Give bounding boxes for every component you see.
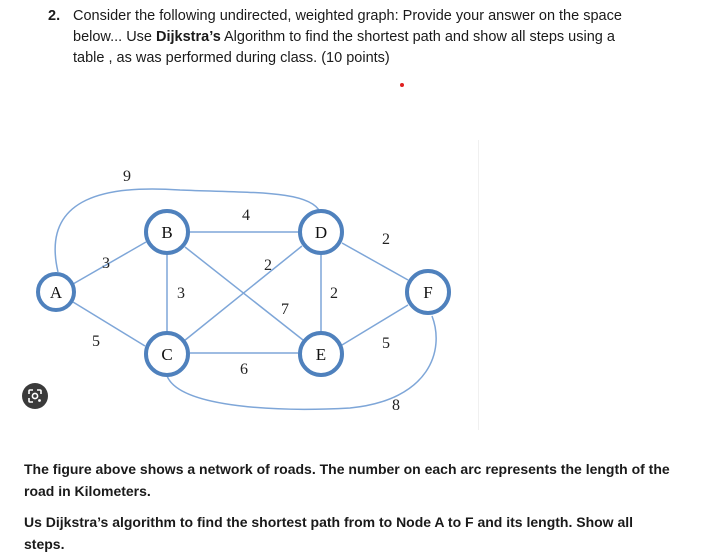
weight-e-f: 5 (382, 335, 390, 352)
weight-b-c: 3 (177, 285, 185, 302)
node-f-label: F (423, 283, 433, 302)
lens-glyph-icon (27, 388, 43, 404)
graph-diagram (0, 150, 480, 430)
node-c-label: C (161, 345, 173, 364)
question-number: 2. (48, 8, 61, 24)
weight-d-f: 2 (382, 231, 390, 248)
edge-e-f (342, 305, 408, 345)
weight-d-e: 2 (330, 285, 338, 302)
weight-a-d: 9 (123, 168, 131, 185)
weight-c-d: 7 (281, 301, 289, 318)
weight-b-e: 2 (264, 257, 272, 274)
question-line-1: Consider the following undirected, weighted graph: Provide your answer on the space (73, 8, 622, 24)
edge-d-f (342, 243, 408, 280)
weight-c-f: 8 (392, 397, 400, 414)
question-line-2-pre: below... Use (73, 29, 157, 45)
google-lens-icon[interactable] (22, 383, 48, 409)
weight-a-c: 5 (92, 333, 100, 350)
question-block (48, 6, 688, 69)
weight-b-d: 4 (242, 207, 250, 224)
question-line-2-bold: Dijkstra’s (156, 29, 221, 45)
instruction-paragraph: Us Dijkstra’s algorithm to find the shortest path from to Node A to F and its length. Show all steps. (24, 514, 634, 552)
question-line-2-post: Algorithm to find the shortest path and show all steps using a (220, 29, 615, 45)
node-d-label: D (314, 223, 328, 242)
node-e-label: E (315, 345, 327, 364)
weight-a-b: 3 (102, 255, 110, 272)
road-network-paragraph: The figure above shows a network of roads. The number on each arc represents the length of the road in Kilometers. (24, 461, 670, 499)
node-b-label: B (161, 223, 173, 242)
node-a-label: A (49, 283, 63, 302)
question-text (73, 6, 688, 69)
question-line-3: table , as was performed during class. (10 points) (73, 50, 390, 66)
edge-a-c (73, 302, 145, 346)
red-dot (400, 83, 404, 87)
weight-c-e: 6 (240, 361, 248, 378)
